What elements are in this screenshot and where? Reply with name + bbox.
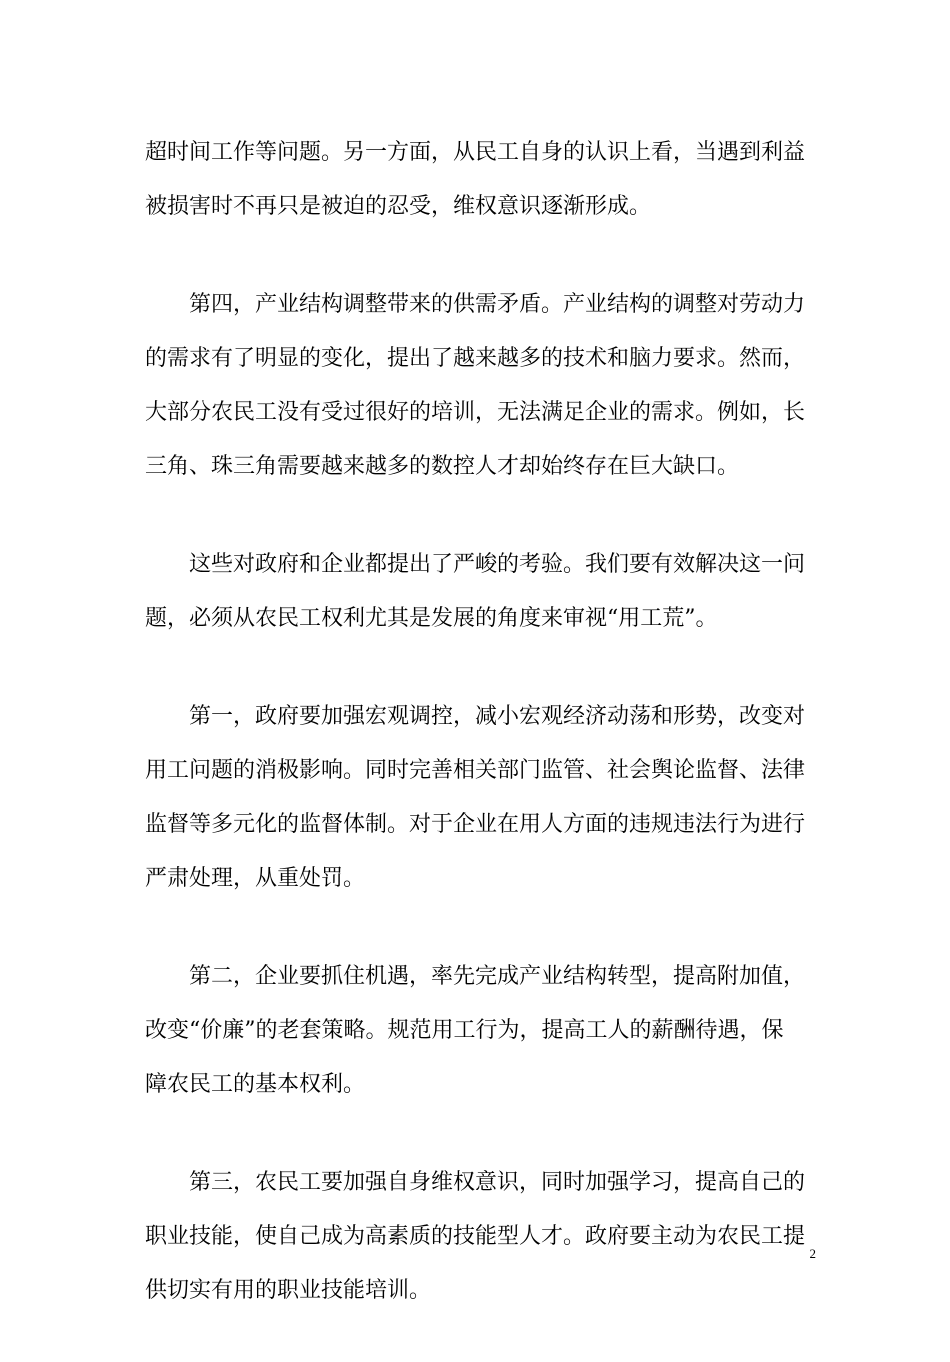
text-line: 题，必须从农民工权利尤其是发展的角度来审视“用工荒”。: [145, 606, 718, 631]
paragraph-6: [145, 1156, 807, 1318]
text-line: 改变“价廉”的老套策略。规范用工行为，提高工人的薪酬待遇，保: [145, 1018, 784, 1043]
paragraph-3: [145, 538, 807, 646]
document-body: [145, 126, 807, 1362]
text-line: 三角、珠三角需要越来越多的数控人才却始终存在巨大缺口。: [145, 454, 740, 479]
text-line: 这些对政府和企业都提出了严峻的考验。我们要有效解决这一问: [145, 552, 806, 577]
page-number: 2: [809, 1246, 816, 1261]
paragraph-4: [145, 690, 807, 906]
text-line: 监督等多元化的监督体制。对于企业在用人方面的违规违法行为进行: [145, 812, 806, 837]
text-line: 障农民工的基本权利。: [145, 1072, 366, 1097]
text-line: 的需求有了明显的变化，提出了越来越多的技术和脑力要求。然而，: [145, 346, 806, 371]
text-line: 供切实有用的职业技能培训。: [145, 1278, 432, 1303]
paragraph-1: [145, 126, 807, 234]
text-line: 用工问题的消极影响。同时完善相关部门监管、社会舆论监督、法律: [145, 758, 806, 783]
text-line: 大部分农民工没有受过很好的培训，无法满足企业的需求。例如，长: [145, 400, 806, 425]
text-line: 第一，政府要加强宏观调控，减小宏观经济动荡和形势，改变对: [145, 704, 806, 729]
text-line: 超时间工作等问题。另一方面，从民工自身的认识上看，当遇到利益: [145, 140, 806, 165]
text-line: 严肃处理，从重处罚。: [145, 866, 366, 891]
text-line: 第四，产业结构调整带来的供需矛盾。产业结构的调整对劳动力: [145, 292, 806, 317]
text-line: 第二，企业要抓住机遇，率先完成产业结构转型，提高附加值，: [145, 964, 806, 989]
text-line: 职业技能，使自己成为高素质的技能型人才。政府要主动为农民工提: [145, 1224, 806, 1249]
paragraph-2: [145, 278, 807, 494]
paragraph-5: [145, 950, 807, 1112]
text-line: 第三，农民工要加强自身维权意识，同时加强学习，提高自己的: [145, 1170, 806, 1195]
text-line: 被损害时不再只是被迫的忍受，维权意识逐渐形成。: [145, 194, 652, 219]
